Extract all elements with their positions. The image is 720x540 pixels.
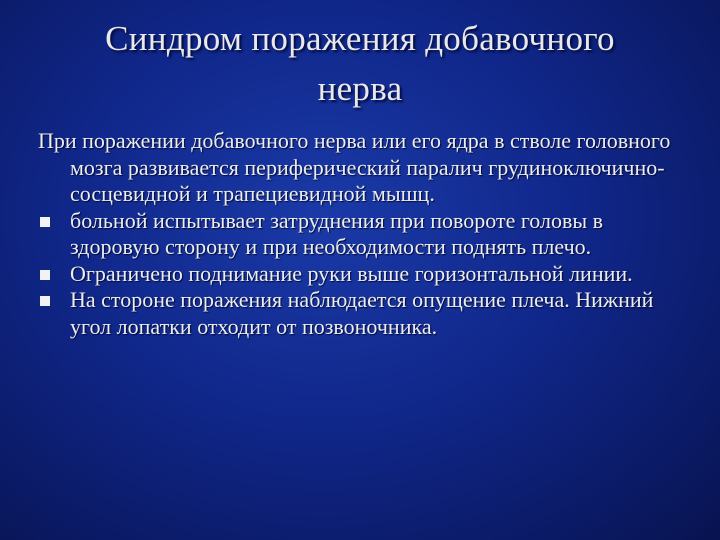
slide-title <box>30 14 690 114</box>
lead-paragraph: При поражении добавочного нерва или его ядра в стволе головного мозга развивается периферический паралич грудиноключично-сосцевидной и трапециевидной мышц. <box>38 128 671 206</box>
bullet-text: На стороне поражения наблюдается опущение плеча. Нижний угол лопатки отходит от позвоночника. <box>70 287 654 339</box>
slide-body <box>38 128 678 340</box>
bullet-text: больной испытывает затруднения при повороте головы в здоровую сторону и при необходимости поднять плечо. <box>70 207 604 259</box>
title-line-1: Синдром поражения добавочного <box>105 19 615 58</box>
bullet-item <box>38 208 678 261</box>
bullet-text: Ограничено поднимание руки выше горизонтальной линии. <box>70 260 633 286</box>
bullet-item <box>38 261 678 288</box>
square-bullet-icon <box>40 217 50 227</box>
square-bullet-icon <box>40 270 50 280</box>
bullet-item <box>38 287 678 340</box>
title-line-2: нерва <box>317 69 403 108</box>
square-bullet-icon <box>40 296 50 306</box>
